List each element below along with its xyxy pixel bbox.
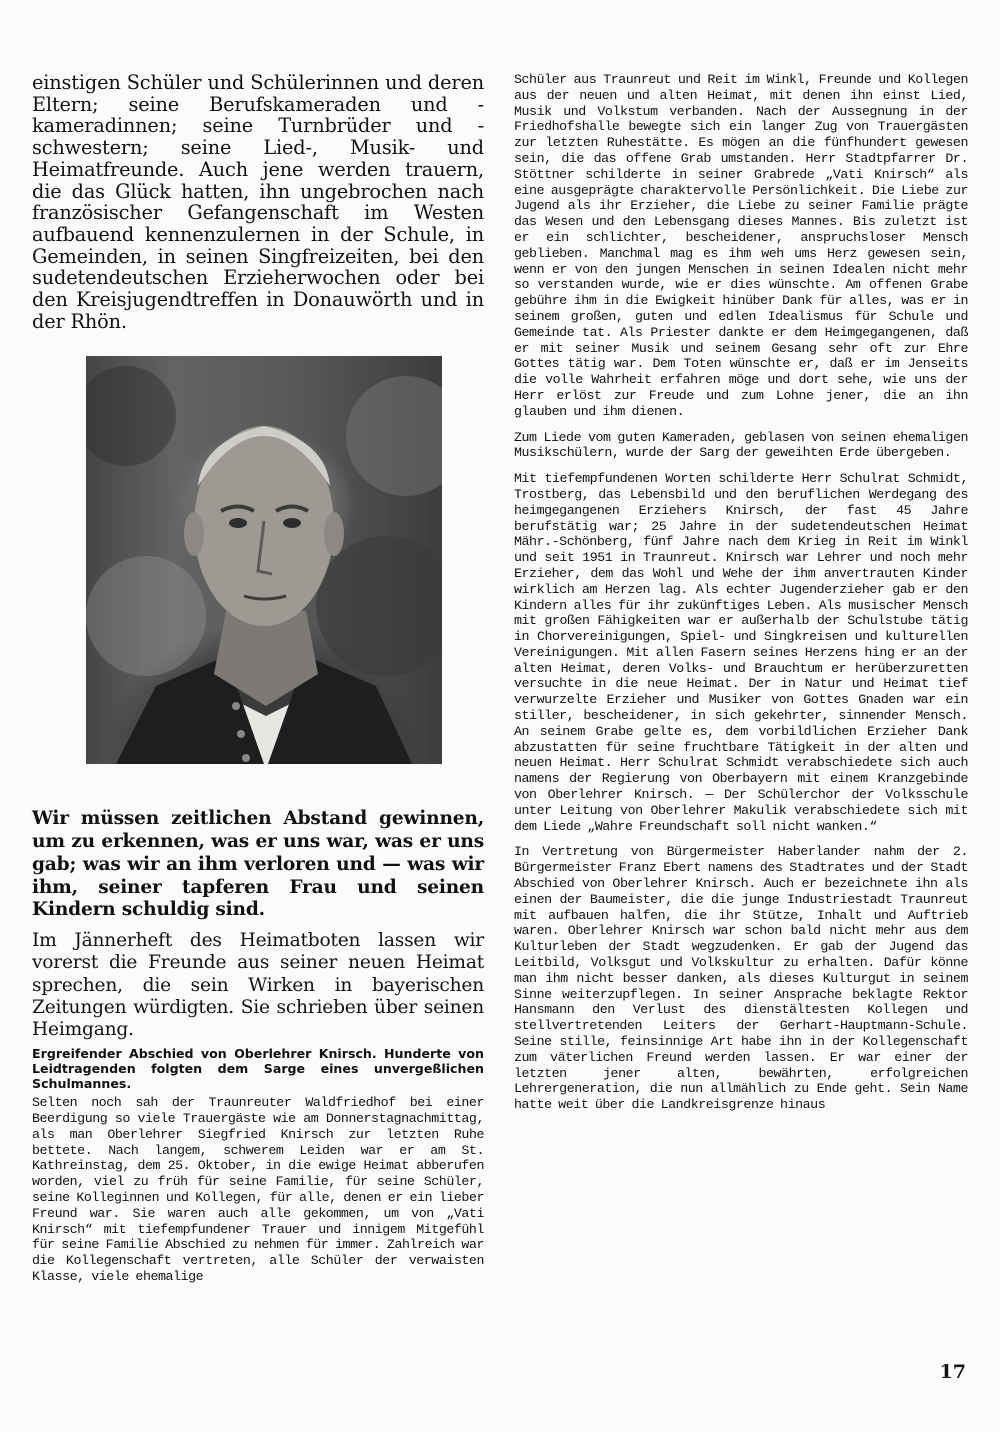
right-column bbox=[514, 72, 968, 1123]
portrait-illustration bbox=[86, 356, 442, 764]
editorial-note: Im Jännerheft des Heimatboten lassen wir vorerst die Freunde aus seiner neuen Heimat sprechen, die sein Wirken in bayerischen Zeitungen würdigten. Sie schrieben über seinen Heimgang. bbox=[32, 929, 484, 1041]
left-column bbox=[32, 72, 484, 1295]
portrait-photo bbox=[86, 356, 442, 764]
lead-paragraph: Wir müssen zeitlichen Abstand gewinnen, um zu erkennen, was er uns war, was er uns gab; was wir an ihm verloren und — was wir ihm, seiner tapferen Frau und seinen Kindern schuldig sind. bbox=[32, 808, 484, 921]
article-headline: Ergreifender Abschied von Oberlehrer Knirsch. Hunderte von Leidtragenden folgten dem Sarge eines unvergeßlichen Schulmannes. bbox=[32, 1046, 484, 1091]
article-body-right-3: Mit tiefempfundenen Worten schilderte Herr Schulrat Schmidt, Trostberg, das Lebensbild und den beruflichen Werdegang des heimgegangenen Erziehers Knirsch, der fast 45 Jahre berufstätig war; 25 Jahre in der sudetendeutschen Heimat Mähr.-Schönberg, fünf Jahre nach dem Krieg in Reit im Winkl und seit 1951 in Traunreut. Knirsch war Lehrer und noch mehr Erzieher, dem das Wohl und Wehe der ihm anvertrauten Kinder wirklich am Herzen lag. Als echter Jugenderzieher gab er den Kindern alles für ihr zukünftiges Leben. Als musischer Mensch mit großen Fähigkeiten war er außerhalb der Schulstube tätig in Chorvereinigungen, Spiel- und Singkreisen und kulturellen Vereinigungen. Mit allen Fasern seines Herzens hing er an der alten Heimat, deren Volks- und Brauchtum er herüberzuretten versuchte in die neue Heimat. Der in Natur und Heimat tief verwurzelte Erzieher und Musiker von Gottes Gnaden war ein stiller, bescheidener, in sich gekehrter, sinnender Mensch. An seinem Grabe gelte es, dem vorbildlichen Erzieher Dank abzustatten für seine fruchtbare Tätigkeit in der alten und neuen Heimat. Herr Schulrat Schmidt verabschiedete sich auch namens der Regierung von Oberbayern mit einem Kranzgebinde von Oberlehrer Knirsch. — Der Schülerchor der Volksschule unter Leitung von Oberlehrer Makulik verabschiedete sich mit dem Liede „Wahre Freundschaft soll nicht wanken.“ bbox=[514, 471, 968, 834]
article-body-right-2: Zum Liede vom guten Kameraden, geblasen von seinen ehemaligen Musikschülern, wurde der Sarg der geweihten Erde übergeben. bbox=[514, 429, 968, 461]
intro-paragraph: einstigen Schüler und Schülerinnen und deren Eltern; seine Berufskameraden und -kameradinnen; seine Turnbrüder und -schwestern; seine Lied-, Musik- und Heimatfreunde. Auch jene werden trauern, die das Glück hatten, ihn ungebrochen nach französischer Gefangenschaft im Westen aufbauend kennenzulernen in der Schule, in Gemeinden, in seinen Singfreizeiten, bei den sudetendeutschen Erzieherwochen oder bei den Kreisjugendtreffen in Donauwörth und in der Rhön. bbox=[32, 71, 484, 333]
article-body-right-1: Schüler aus Traunreut und Reit im Winkl, Freunde und Kollegen aus der neuen und alten Heimat, mit denen ihn einst Lied, Musik und Volkstum verbanden. Nach der Aussegnung in der Friedhofshalle bewegte sich ein langer Zug von Trauergästen zur letzten Ruhestätte. Es mögen an die fünfhundert gewesen sein, die das offene Grab umstanden. Herr Stadtpfarrer Dr. Stöttner schilderte in seiner Grabrede „Vati Knirsch“ als eine ausgeprägte charaktervolle Persönlichkeit. Die Liebe zur Jugend als ihr Erzieher, die Liebe zu seiner Familie prägte das Wesen und den Lebensgang dieses Mannes. Bis zuletzt ist er ein schlichter, bescheidener, anspruchsloser Mensch geblieben. Manchmal mag es ihm weh ums Herz gewesen sein, wenn er von den jungen Menschen in seinen Idealen nicht mehr so verstanden wurde, wie er dies wünschte. Am offenen Grabe gebühre ihm in die Ewigkeit hinüber Dank für alles, was er in seinem großen, guten und edlen Idealismus für Schule und Gemeinde tat. Als Priester dankte er dem Heimgegangenen, daß er mit seiner Musik und seinem Gesang sehr oft zur Ehre Gottes tätig war. Dem Toten wünschte er, daß er im Jenseits die volle Wahrheit erfahren möge und dort sehe, wie uns der Herr erlöst zur Freude und zum Lohne jener, die an ihn glauben und ihm dienen. bbox=[514, 72, 968, 419]
article-body-right-4: In Vertretung von Bürgermeister Haberlander nahm der 2. Bürgermeister Franz Ebert namens des Stadtrates und der Stadt Abschied von Oberlehrer Knirsch. Auch er bezeichnete ihn als einen der Baumeister, die die junge Industriestadt Traunreut mit aufbauen halfen, die ihr Stütze, Inhalt und Auftrieb waren. Oberlehrer Knirsch war schon bald nicht mehr aus dem Kulturleben der Stadt wegzudenken. Er gab der Jugend das Leitbild, Volksgut und Volkskultur zu erhalten. Dafür könne man ihm nicht besser danken, als dieses Kulturgut in seinem Sinne weiterzupflegen. In seiner Ansprache beklagte Rektor Hansmann den Verlust des dienstältesten Kollegen und stellvertretenden Leiters der Gerhart-Hauptmann-Schule. Seine stille, feinsinnige Art habe ihn in der Kollegenschaft zum väterlichen Freund werden lassen. Er war einer der letzten jener alten, bewährten, erfolgreichen Lehrergeneration, die nun allmählich zu Ende geht. Sein Name hatte weit über die Landkreisgrenze hinaus bbox=[514, 844, 968, 1113]
page-number: 17 bbox=[939, 1361, 966, 1383]
article-body-left: Selten noch sah der Traunreuter Waldfriedhof bei einer Beerdigung so viele Trauergäste wie am Donnerstagnachmittag, als man Oberlehrer Siegfried Knirsch zur letzten Ruhe bettete. Nach langem, schwerem Leiden war er am St. Kathreinstag, dem 25. Oktober, in die ewige Heimat abberufen worden, viel zu früh für seine Familie, für seine Schüler, seine Kolleginnen und Kollegen, für alle, denen er ein lieber Freund war. Sie waren auch alle gekommen, um von „Vati Knirsch“ mit tiefempfundener Trauer und innigem Mitgefühl für seine Familie Abschied zu nehmen für immer. Zahlreich war die Kollegenschaft vertreten, alle Schüler der verwaisten Klasse, viele ehemalige bbox=[32, 1095, 484, 1284]
